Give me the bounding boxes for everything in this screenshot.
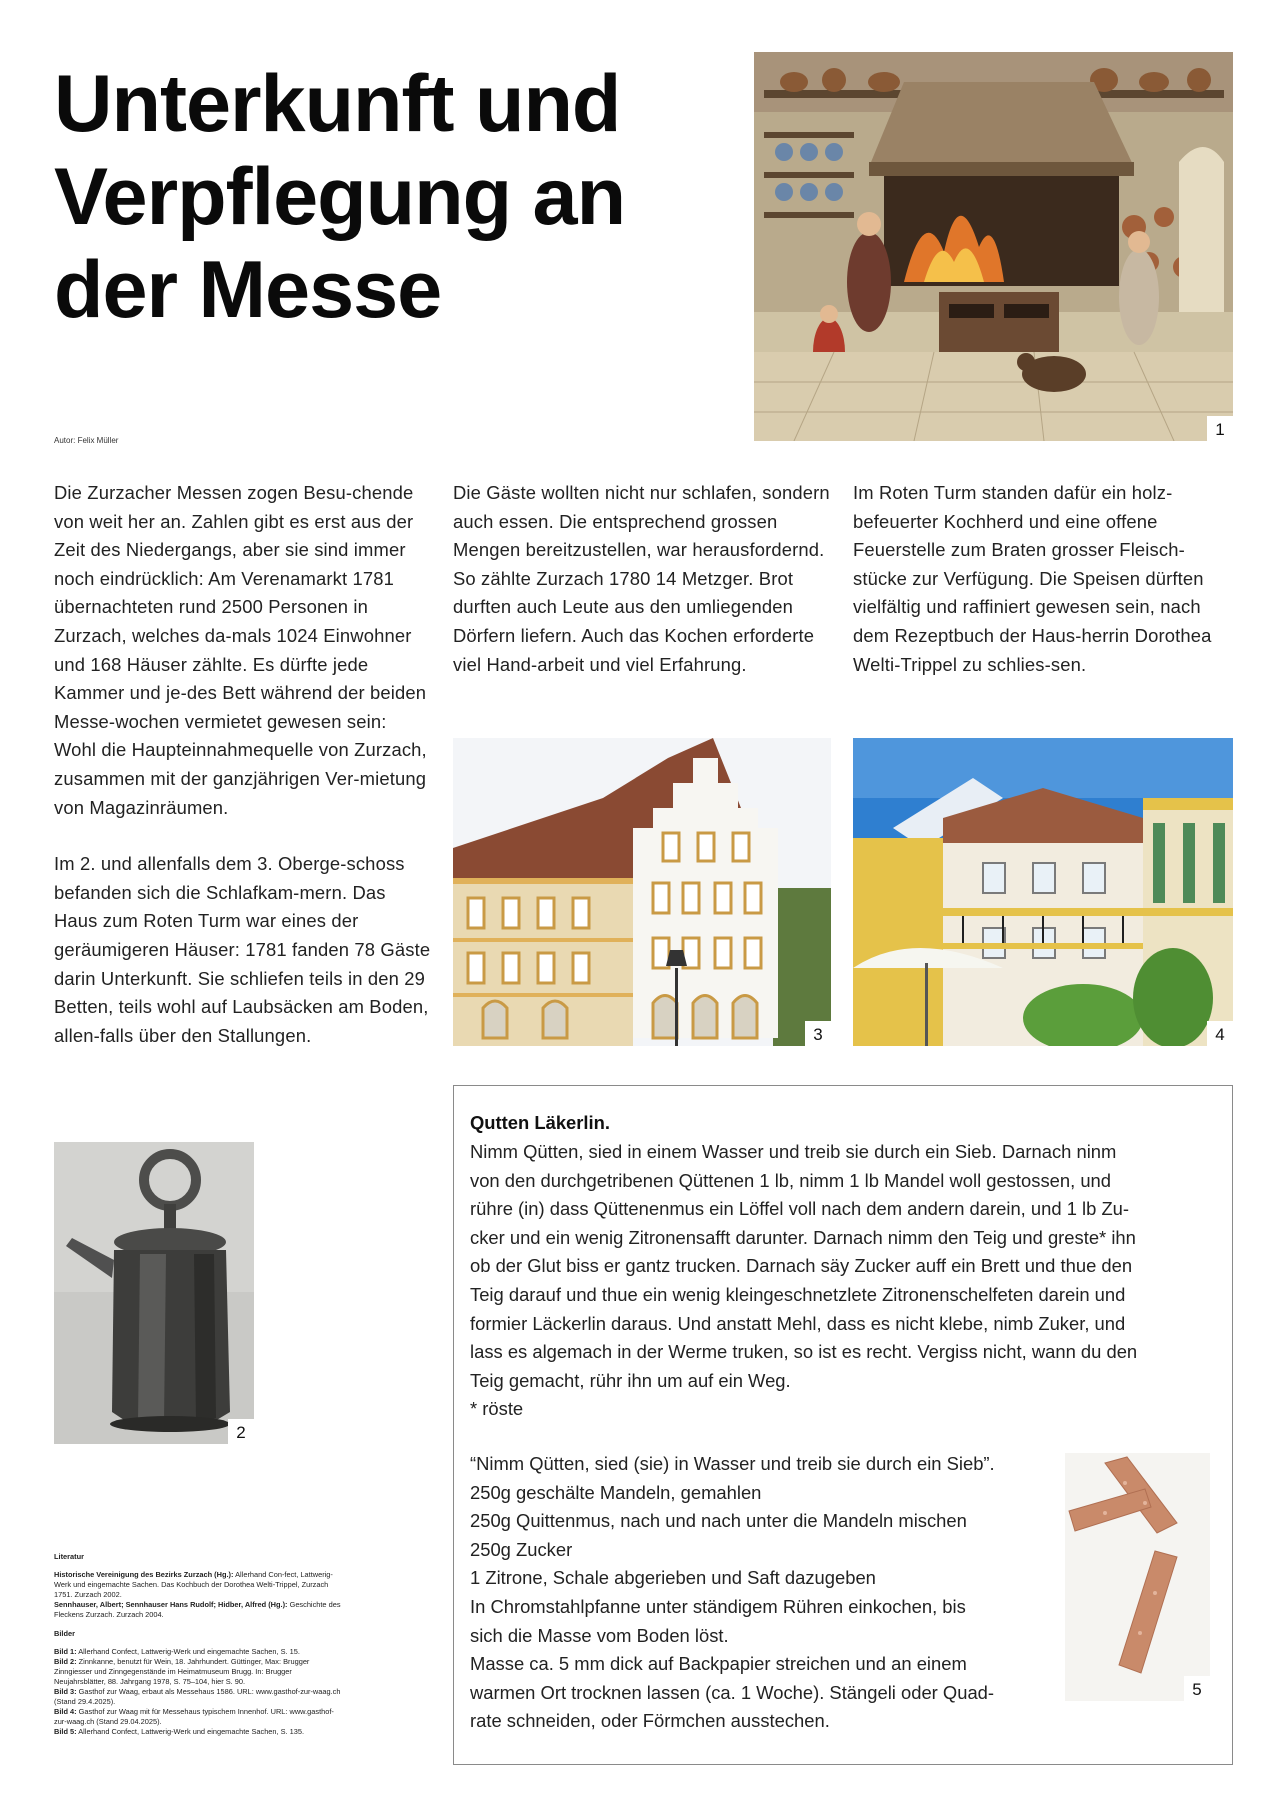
image-credit-text: Allerhand Confect, Lattwerig-Werk und eingemachte Sachen, S. 15.	[76, 1647, 300, 1656]
figure-3-building-facade	[453, 738, 831, 1046]
image-credit-label: Bild 4:	[54, 1707, 77, 1716]
literature-entry	[54, 1570, 344, 1600]
column-1-paragraph-2: Im 2. und allenfalls dem 3. Oberge-schoss befanden sich die Schlafkam-mern. Das Haus zum Roten Turm war eines der geräumigeren Häuser: 1781 fanden 78 Gäste darin Unterkunft. Sie schliefen teils in den 29 Betten, teils wohl auf Laubsäcken am Boden, allen-falls über den Stallungen.	[54, 853, 431, 1046]
literature-entry	[54, 1600, 344, 1620]
image-credit	[54, 1707, 344, 1727]
title-line-1: Unterkunft und	[54, 59, 621, 149]
image-credit	[54, 1687, 344, 1707]
literature-entry-author: Sennhauser, Albert; Sennhauser Hans Rudolf; Hidber, Alfred (Hg.):	[54, 1600, 288, 1609]
title-line-3: der Messe	[54, 245, 442, 335]
image-credit-label: Bild 5:	[54, 1727, 77, 1736]
image-credit-label: Bild 2:	[54, 1657, 77, 1666]
kitchen-illustration	[754, 52, 1233, 441]
image-credit-label: Bild 3:	[54, 1687, 77, 1696]
recipe-modern-text: “Nimm Qütten, sied (sie) in Wasser und treib sie durch ein Sieb”. 250g geschälte Mandeln, gemahlen 250g Quittenmus, nach und nach unter die Mandeln mischen 250g Zucker 1 Zitrone, Schale abgerieben und Saft dazugeben In Chromstahlpfanne unter ständigem Rühren einkochen, bis sich die Masse vom Boden löst. Masse ca. 5 mm dick auf Backpapier streichen und an einem warmen Ort trocknen lassen (ca. 1 Woche). Stängeli oder Quad- rate schneiden, oder Förmchen ausstechen.	[470, 1453, 995, 1732]
image-credit	[54, 1647, 344, 1657]
figure-2-number: 2	[228, 1419, 254, 1444]
figure-1-number: 1	[1207, 416, 1233, 441]
literature-section	[54, 1552, 344, 1737]
author-credit: Autor: Felix Müller	[54, 436, 119, 445]
image-credit	[54, 1727, 344, 1737]
image-credit-label: Bild 1:	[54, 1647, 77, 1656]
text-column-3	[853, 479, 1231, 679]
images-heading: Bilder	[54, 1629, 75, 1638]
recipe-title: Qutten Läkerlin.	[470, 1112, 610, 1133]
column-2-paragraph-1: Die Gäste wollten nicht nur schlafen, sondern auch essen. Die entsprechend grossen Mengen bereitzustellen, war herausfordernd. So zählte Zurzach 1780 14 Metzger. Brot durften auch Leute aus den umliegenden Dörfern liefern. Auch das Kochen erforderte viel Hand-arbeit und viel Erfahrung.	[453, 482, 830, 675]
title-line-2: Verpflegung an	[54, 152, 626, 242]
image-credit	[54, 1657, 344, 1687]
building-facade-photo	[453, 738, 831, 1046]
literature-entry-text: Allerhand Con-fect, Lattwerig-Werk und eingemachte Sachen. Das Kochbuch der Dorothea Welti-Trippel, Zurzach 1751. Zurzach 2002.	[54, 1570, 333, 1599]
literature-entry-author: Historische Vereinigung des Bezirks Zurzach (Hg.):	[54, 1570, 234, 1579]
figure-1-kitchen-illustration	[754, 52, 1233, 441]
quince-sticks-photo	[1065, 1453, 1210, 1701]
page-title	[54, 58, 694, 337]
figure-4-courtyard	[853, 738, 1233, 1046]
image-credit-text: Zinnkanne, benutzt für Wein, 18. Jahrhundert. Güttinger, Max: Brugger Zinngiesser und Zinngegenstände im Heimatmuseum Brugg. In: Brugger Neujahrsblätter, 88. Jahrgang 1978, S. 75–104, hier S. 90.	[54, 1657, 310, 1686]
recipe-historic-text: Nimm Qütten, sied in einem Wasser und treib sie durch ein Sieb. Darnach ninm von den durchgetribenen Qüttenen 1 lb, nimm 1 lb Mandel woll gestossen, und rühre (in) dass Qüttenenmus ein Löffel voll nach dem andern darein, und 1 lb Zu- cker und ein wenig Zitronensafft darunter. Darnach nimm den Teig und greste* ihn ob der Glut biss er gantz trucken. Darnach säy Zucker auff ein Brett und thue den Teig darauf und thue ein wenig kleingeschnetzlete Zitronenschelfeten darein und formier Läckerlin daraus. Und anstatt Mehl, dass es nicht klebe, nimb Zuker, und lass es algemach in der Werme truken, so ist es recht. Vergiss nicht, wann du den Teig gemacht, rühr ihn um auf ein Weg. * röste	[470, 1141, 1138, 1420]
text-column-2	[453, 479, 833, 679]
column-1-paragraph-1: Die Zurzacher Messen zogen Besu-chende von weit her an. Zahlen gibt es erst aus der Zeit des Niedergangs, aber sie sind immer noch eindrücklich: Am Verenamarkt 1781 übernachteten rund 2500 Personen in Zurzach, welches da-mals 1024 Einwohner und 168 Häuser zählte. Es dürfte jede Kammer und je-des Bett während der beiden Messe-wochen vermietet gewesen sein: Wohl die Haupteinnahmequelle von Zurzach, zusammen mit der ganzjährigen Ver-mietung von Magazinräumen.	[54, 482, 427, 818]
literature-heading: Literatur	[54, 1552, 84, 1561]
image-credit-text: Allerhand Confect, Lattwerig-Werk und eingemachte Sachen, S. 135.	[76, 1727, 305, 1736]
column-3-paragraph-1: Im Roten Turm standen dafür ein holz-befeuerter Kochherd und eine offene Feuerstelle zum Braten grosser Fleisch-stücke zur Verfügung. Die Speisen dürften vielfältig und raffiniert gewesen sein, nach dem Rezeptbuch der Haus-herrin Dorothea Welti-Trippel zu schlies-sen.	[853, 482, 1212, 675]
figure-3-number: 3	[805, 1021, 831, 1046]
figure-5-quince-sticks	[1065, 1453, 1210, 1701]
figure-5-number: 5	[1184, 1676, 1210, 1701]
literature-entry-text: Geschichte des Fleckens Zurzach. Zurzach 2004.	[54, 1600, 341, 1619]
image-credit-text: Gasthof zur Waag, erbaut als Messehaus 1586. URL: www.gasthof-zur-waag.ch (Stand 29.4.2025).	[54, 1687, 341, 1706]
text-column-1	[54, 479, 432, 1050]
image-credit-text: Gasthof zur Waag mit für Messehaus typischem Innenhof. URL: www.gasthof-zur-waag.ch (Stand 29.04.2025).	[54, 1707, 334, 1726]
courtyard-photo	[853, 738, 1233, 1046]
pewter-jug-photo	[54, 1142, 254, 1444]
figure-2-pewter-jug	[54, 1142, 254, 1444]
figure-4-number: 4	[1207, 1021, 1233, 1046]
